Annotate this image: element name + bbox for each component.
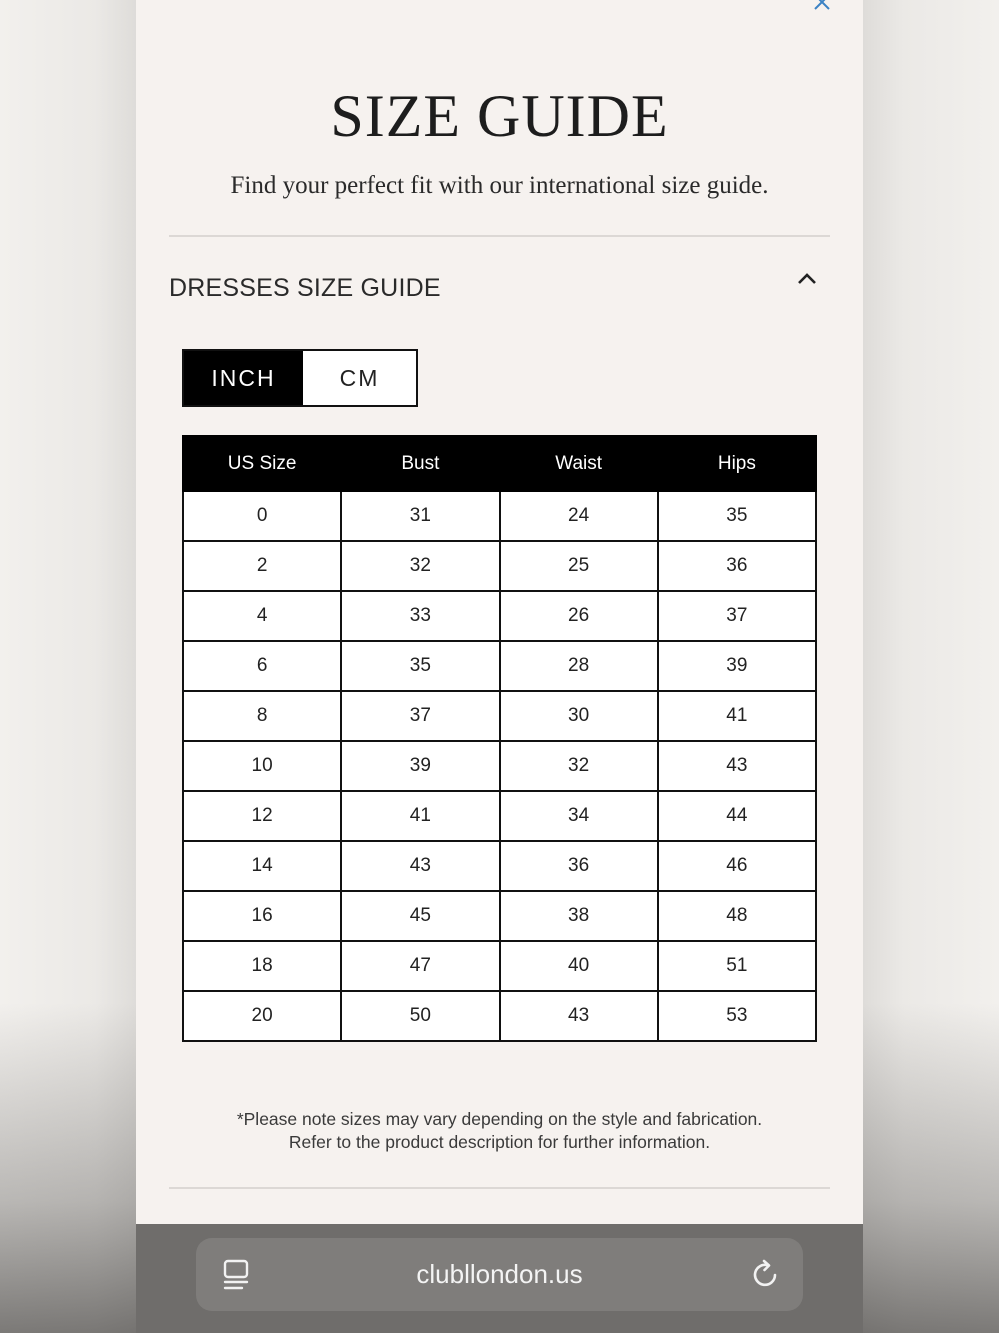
table-cell: 43 [341, 841, 499, 891]
browser-bottom-bar [136, 1224, 863, 1333]
table-cell: 20 [183, 991, 341, 1041]
column-header: US Size [183, 436, 341, 491]
table-cell: 2 [183, 541, 341, 591]
column-header: Waist [500, 436, 658, 491]
table-cell: 10 [183, 741, 341, 791]
table-cell: 45 [341, 891, 499, 941]
table-cell: 25 [500, 541, 658, 591]
table-cell: 40 [500, 941, 658, 991]
table-cell: 47 [341, 941, 499, 991]
table-cell: 43 [500, 991, 658, 1041]
reload-icon[interactable] [751, 1258, 781, 1290]
table-cell: 36 [658, 541, 816, 591]
divider [169, 235, 830, 237]
table-cell: 4 [183, 591, 341, 641]
table-row [183, 591, 816, 641]
table-cell: 14 [183, 841, 341, 891]
size-note [136, 1108, 863, 1154]
table-row [183, 991, 816, 1041]
size-table [182, 435, 817, 1042]
table-cell: 18 [183, 941, 341, 991]
table-cell: 16 [183, 891, 341, 941]
backdrop-left [0, 0, 136, 1333]
table-row [183, 841, 816, 891]
table-cell: 39 [341, 741, 499, 791]
url-text: clubllondon.us [416, 1259, 583, 1289]
table-cell: 34 [500, 791, 658, 841]
unit-inch-button[interactable]: INCH [184, 351, 303, 405]
divider [169, 1187, 830, 1189]
table-row [183, 491, 816, 541]
table-row [183, 541, 816, 591]
size-guide-modal [136, 0, 863, 1333]
backdrop-right [863, 0, 999, 1333]
close-icon[interactable] [812, 0, 832, 12]
page-subtitle: Find your perfect fit with our international size guide. [230, 172, 769, 199]
table-cell: 8 [183, 691, 341, 741]
table-cell: 26 [500, 591, 658, 641]
table-cell: 48 [658, 891, 816, 941]
table-cell: 0 [183, 491, 341, 541]
table-cell: 51 [658, 941, 816, 991]
dresses-section-header[interactable] [169, 270, 830, 310]
note-line: Refer to the product description for further information. [288, 1132, 711, 1152]
address-bar[interactable] [196, 1238, 803, 1311]
table-cell: 28 [500, 641, 658, 691]
table-cell: 41 [341, 791, 499, 841]
column-header: Hips [658, 436, 816, 491]
table-row [183, 741, 816, 791]
table-cell: 31 [341, 491, 499, 541]
table-cell: 43 [658, 741, 816, 791]
table-body [183, 491, 816, 1041]
column-header: Bust [341, 436, 499, 491]
table-cell: 38 [500, 891, 658, 941]
table-cell: 6 [183, 641, 341, 691]
table-cell: 39 [658, 641, 816, 691]
section-title: DRESSES SIZE GUIDE [169, 274, 441, 302]
table-row [183, 691, 816, 741]
table-row [183, 641, 816, 691]
table-cell: 33 [341, 591, 499, 641]
note-line: *Please note sizes may vary depending on the style and fabrication. [236, 1109, 763, 1129]
table-cell: 30 [500, 691, 658, 741]
table-cell: 35 [658, 491, 816, 541]
table-cell: 50 [341, 991, 499, 1041]
table-cell: 44 [658, 791, 816, 841]
table-row [183, 941, 816, 991]
table-row [183, 891, 816, 941]
table-cell: 12 [183, 791, 341, 841]
unit-cm-button[interactable]: CM [303, 351, 416, 405]
table-cell: 24 [500, 491, 658, 541]
table-cell: 35 [341, 641, 499, 691]
table-header-row [183, 436, 816, 491]
table-row [183, 791, 816, 841]
table-cell: 36 [500, 841, 658, 891]
page-title: SIZE GUIDE [330, 83, 669, 149]
table-cell: 32 [500, 741, 658, 791]
table-cell: 53 [658, 991, 816, 1041]
table-cell: 46 [658, 841, 816, 891]
table-cell: 32 [341, 541, 499, 591]
table-cell: 37 [341, 691, 499, 741]
chevron-up-icon[interactable] [796, 270, 818, 286]
unit-toggle [182, 349, 418, 407]
table-cell: 41 [658, 691, 816, 741]
table-cell: 37 [658, 591, 816, 641]
